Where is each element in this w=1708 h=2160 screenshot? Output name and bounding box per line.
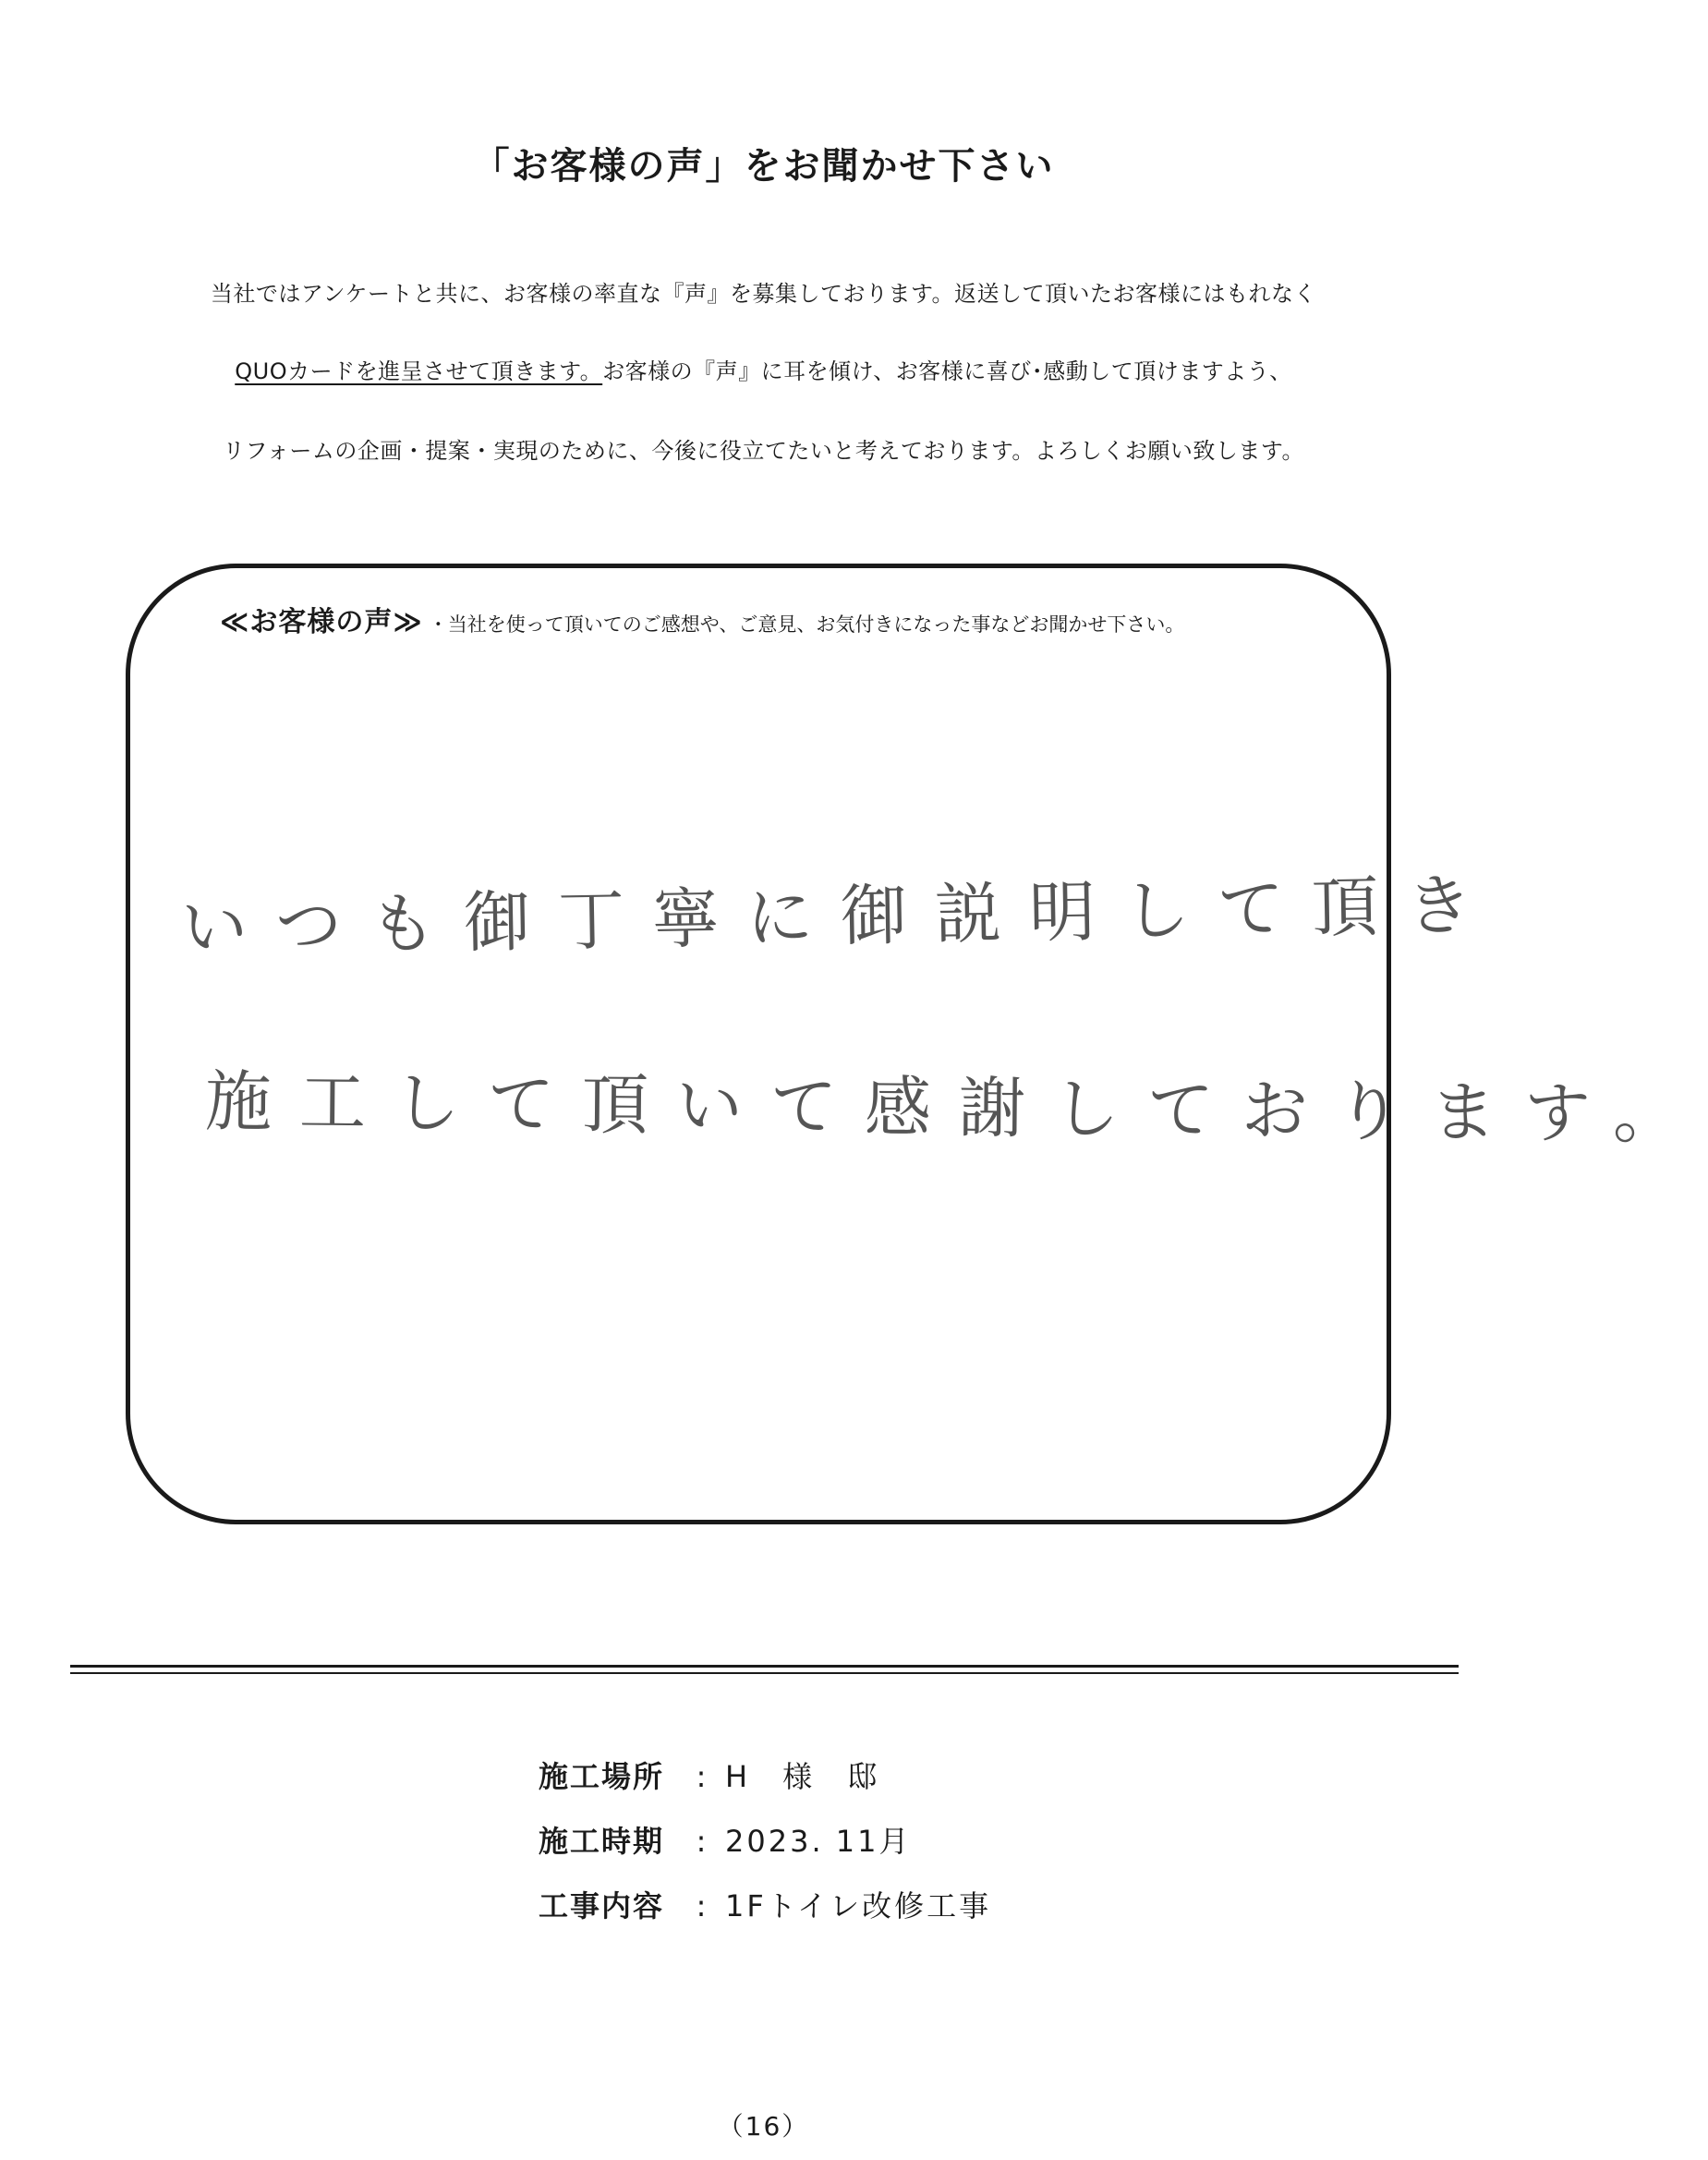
- info-separator: :: [696, 1888, 707, 1923]
- info-site-label: 施工場所: [539, 1759, 665, 1794]
- divider-rule-bottom: [70, 1672, 1459, 1674]
- voice-header: [220, 599, 1184, 639]
- info-content-value: 1Fトイレ改修工事: [725, 1888, 992, 1923]
- customer-voice-box: [126, 564, 1391, 1524]
- info-period-label: 施工時期: [539, 1824, 665, 1859]
- intro-line-2: [0, 353, 1527, 385]
- intro-line-2-rest: お客様の『声』に耳を傾け、お客様に喜び･感動して頂けますよう、: [602, 358, 1292, 384]
- info-period: [539, 1818, 912, 1861]
- info-separator: :: [696, 1759, 707, 1794]
- info-site-value: H 様 邸: [725, 1759, 880, 1794]
- info-content-label: 工事内容: [539, 1888, 665, 1923]
- info-separator: :: [696, 1824, 707, 1859]
- info-content: [539, 1883, 991, 1925]
- page-title: 「お客様の声」をお聞かせ下さい: [472, 145, 1055, 188]
- intro-line-1: 当社ではアンケートと共に、お客様の率直な『声』を募集しております。返送して頂いたお客様にはもれなく: [210, 281, 1317, 307]
- info-site: [539, 1753, 879, 1796]
- voice-label: ≪お客様の声≫: [220, 606, 423, 638]
- page-number: （16）: [717, 2111, 810, 2142]
- info-period-value: 2023. 11月: [725, 1824, 912, 1859]
- voice-instruction: ・当社を使って頂いてのご感想や、ご意見、お気付きになった事などお聞かせ下さい。: [428, 613, 1185, 636]
- intro-line-3: リフォームの企画・提案・実現のために、今後に役立てたいと考えております。よろしくお願い致します。: [223, 438, 1304, 464]
- intro-quo-card-note: QUOカードを進呈させて頂きます。: [235, 358, 603, 384]
- divider-rule-top: [70, 1665, 1459, 1668]
- handwritten-comment-line-2: 施工して頂いて感謝しております。: [204, 1062, 1708, 1154]
- handwritten-comment-line-1: いつも御丁寧に御説明して頂き: [180, 866, 1501, 966]
